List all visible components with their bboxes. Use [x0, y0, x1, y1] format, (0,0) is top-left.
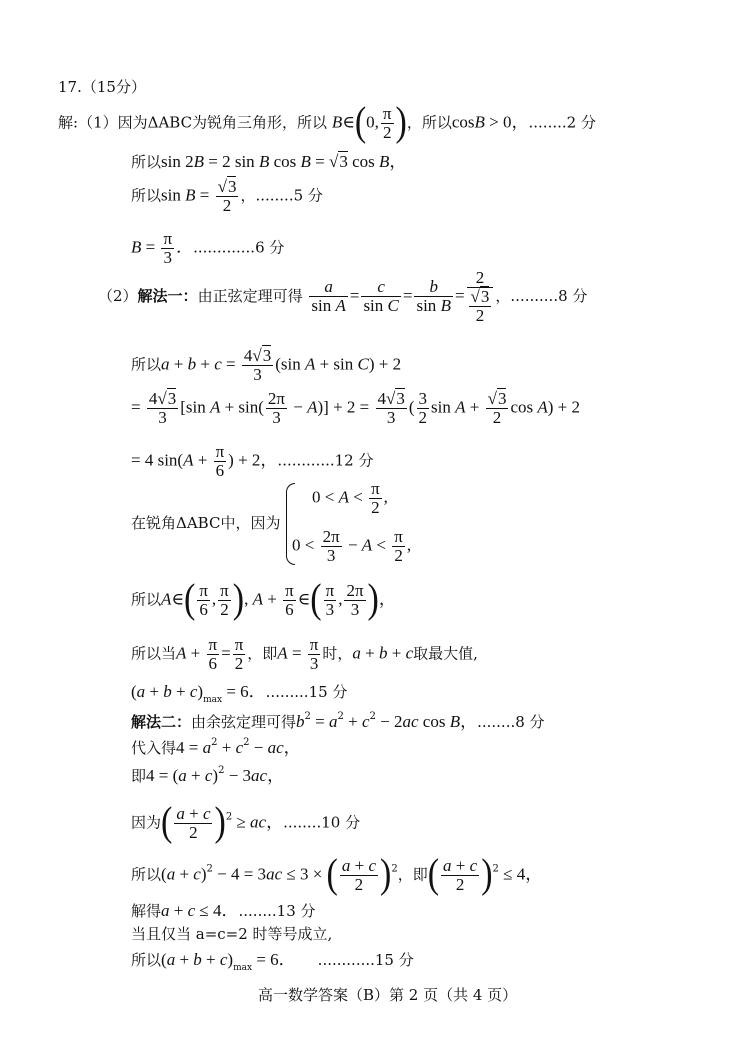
system-inequality-2: 0 < $\frac{2\pi}{3}$ − A < $\frac{\pi}{2}$ ,	[292, 527, 412, 565]
paren: (	[354, 100, 367, 145]
paren: )	[367, 577, 379, 622]
fraction: $\frac{\pi}{3}$	[309, 635, 319, 673]
text: 所以	[131, 865, 162, 884]
paren: (	[161, 800, 173, 845]
solution-line-8: 在锐角ΔABC中，因为	[131, 514, 281, 532]
fraction: $\frac{\pi}{3}$	[163, 229, 173, 267]
score-mark: ............12 分	[277, 451, 374, 470]
fraction: $\frac{3}{2}$	[418, 389, 428, 427]
solution-line-13: 代入得$4 = a^2 + c^2$ − ac，	[131, 737, 301, 757]
fraction: $\frac{a}{\text{sin A}}$	[311, 277, 346, 316]
score-mark: ........13 分	[238, 902, 316, 920]
solution-line-14: 即$4 = (a + c)^2 - 3ac$，	[131, 765, 285, 785]
fraction: $\frac{a + c}{2}$	[341, 856, 376, 894]
solution-line-5: 所以a + b + c = $\frac{4√3}{3}$ (sin A + sin C) + 2	[131, 346, 402, 384]
solution-line-9: 所以A∈( $\frac{\pi}{6}$ , $\frac{\pi}{2}$ ), A + $\frac{\pi}{6}$ ∈( $\frac{\pi}{3}$ , $\frac{2\pi}{3}$ )，	[131, 577, 396, 622]
method-1-line: （2）解法一：由正弦定理可得 $\frac{a}{\text{sin A}}$ = $\frac{c}{\text{sin C}}$ = $\frac{b}{\text{sin B}}$ = $\frac{2}{\frac{√3}{2}}$ ，..........8 分	[98, 268, 588, 325]
solution-line-4: B = $\frac{\pi}{3}$ ．.............6 分	[131, 229, 285, 267]
score-mark: .........15 分	[265, 683, 348, 701]
text: 由正弦定理可得	[197, 286, 303, 305]
fraction: $\frac{\pi}{2}$	[371, 479, 380, 517]
text: ，即	[397, 865, 428, 884]
solution-line-6: = $\frac{4√3}{3}$ [sin A + sin( $\frac{2\pi}{3}$ − A)] + 2 = $\frac{4√3}{3}$ ( $\frac{3}{2}$ sin A + $\frac{√3}{2}$ cos A) + 2	[131, 389, 580, 427]
paren: (	[184, 577, 196, 622]
score-mark: ........10 分	[283, 813, 361, 832]
problem-number: 17.（15分）	[58, 78, 146, 96]
solution-line-19: 所以$(a + b + c)_{max} = 6$． ............15 分	[131, 950, 414, 973]
fraction: $\frac{2\pi}{3}$	[267, 389, 286, 427]
fraction: $\frac{c}{\text{sin C}}$	[363, 277, 399, 316]
paren: )	[232, 577, 245, 622]
fraction: $\frac{4√3}{3}$	[148, 389, 177, 427]
fraction: $\frac{\pi}{2}$	[234, 635, 244, 673]
fraction: $\frac{\pi}{2}$	[220, 581, 229, 619]
fraction: $\frac{2}{\frac{√3}{2}}$	[467, 269, 494, 325]
fraction: $\frac{√3}{2}$	[217, 177, 237, 215]
method-2-line: 解法二：由余弦定理可得$b^2 = a^2 + c^2 - 2ac$ cos B，........8 分	[131, 711, 545, 731]
solution-line-18: 当且仅当 a=c=2 时等号成立,	[131, 925, 333, 943]
fraction: $\frac{\pi}{2}$	[382, 104, 392, 142]
text: ，即	[247, 644, 278, 663]
fraction: $\frac{4√3}{3}$	[243, 346, 272, 384]
fraction: $\frac{b}{\text{sin B}}$	[416, 277, 451, 316]
page-footer: 高一数学答案（B）第 2 页（共 4 页）	[258, 986, 518, 1004]
text: ，所以	[406, 113, 452, 132]
solution-line-11: $(a + b + c)_{max} = 6$．.........15 分	[131, 682, 348, 705]
text: 所以	[131, 590, 162, 609]
part-2-label: （2）	[98, 286, 138, 305]
text: 即	[131, 767, 147, 785]
text: 因为ΔABC为锐角三角形，所以	[117, 113, 328, 132]
fraction: $\frac{a + c}{2}$	[176, 804, 211, 842]
fraction: $\frac{\pi}{3}$	[325, 581, 335, 619]
text: 所以当	[131, 644, 177, 663]
solution-prefix: 解:	[58, 113, 79, 132]
text: 所以	[131, 186, 162, 205]
score-mark: ............15 分	[317, 951, 414, 969]
fraction: $\frac{4√3}{3}$	[377, 389, 405, 427]
text: 代入得	[131, 739, 177, 757]
part-1-label: （1）	[78, 113, 118, 132]
text: 取最大值,	[413, 644, 478, 663]
text: 由余弦定理可得	[191, 713, 297, 731]
score-mark: ........8 分	[477, 713, 545, 731]
fraction: $\frac{\pi}{6}$	[199, 581, 208, 619]
solution-line-1: 解:（1）因为ΔABC为锐角三角形，所以 B∈(0, $\frac{\pi}{2}$ )，所以cosB > 0，........2 分	[58, 100, 596, 145]
paren: )	[481, 852, 493, 897]
solution-line-3: 所以sin B = $\frac{√3}{2}$ ，........5 分	[131, 177, 323, 215]
paren: (	[326, 852, 338, 897]
solution-line-15: 因为( $\frac{a + c}{2}$ )$^2$ ≥ ac，........10 分	[131, 800, 361, 845]
fraction: $\frac{\pi}{6}$	[215, 442, 225, 480]
formula: B	[331, 112, 343, 132]
text: 解得	[131, 902, 162, 920]
paren: (	[310, 577, 322, 622]
fraction: $\frac{√3}{2}$	[487, 389, 507, 427]
fraction: $\frac{a + c}{2}$	[443, 856, 478, 894]
paren: )	[395, 100, 407, 145]
system-inequality-1: 0 < A < $\frac{\pi}{2}$ ,	[312, 479, 388, 517]
score-mark: ........5 分	[255, 186, 323, 205]
text: 时，	[322, 644, 353, 663]
text: 所以	[131, 153, 162, 171]
text: 所以	[131, 355, 162, 374]
text: 因为	[131, 813, 162, 832]
solution-line-16: 所以$(a + c)^2 - 4 = 3ac \le 3$ × ( $\frac{a + c}{2}$ )$^2$，即( $\frac{a + c}{2}$ )$^2$ ≤ 4，	[131, 852, 543, 897]
fraction: $\frac{\pi}{6}$	[285, 581, 294, 619]
text: 所以	[131, 951, 162, 969]
score-mark: ..........8 分	[510, 286, 588, 305]
fraction: $\frac{2\pi}{3}$	[346, 581, 364, 619]
solution-line-2: 所以sin 2B = 2 sin B cos B = √3 cos B，	[131, 152, 407, 171]
fraction: $\frac{\pi}{6}$	[208, 635, 218, 673]
score-mark: ........2 分	[528, 113, 596, 132]
paren: )	[214, 800, 226, 845]
paren: )	[380, 852, 392, 897]
solution-line-17: 解得a + c ≤ 4．........13 分	[131, 901, 316, 920]
solution-line-10: 所以当A + $\frac{\pi}{6}$ = $\frac{\pi}{2}$ ，即A = $\frac{\pi}{3}$ 时，a + b + c取最大值,	[131, 635, 478, 673]
method-2-label: 解法二：	[131, 713, 192, 731]
fraction: $\frac{2\pi}{3}$	[322, 527, 340, 565]
method-1-label: 解法一：	[137, 286, 198, 305]
solution-line-7: = 4 sin(A + $\frac{\pi}{6}$ ) + 2，............12 分	[131, 442, 374, 480]
paren: (	[427, 852, 440, 897]
fraction: $\frac{\pi}{2}$	[394, 527, 403, 565]
score-mark: .............6 分	[193, 238, 285, 257]
